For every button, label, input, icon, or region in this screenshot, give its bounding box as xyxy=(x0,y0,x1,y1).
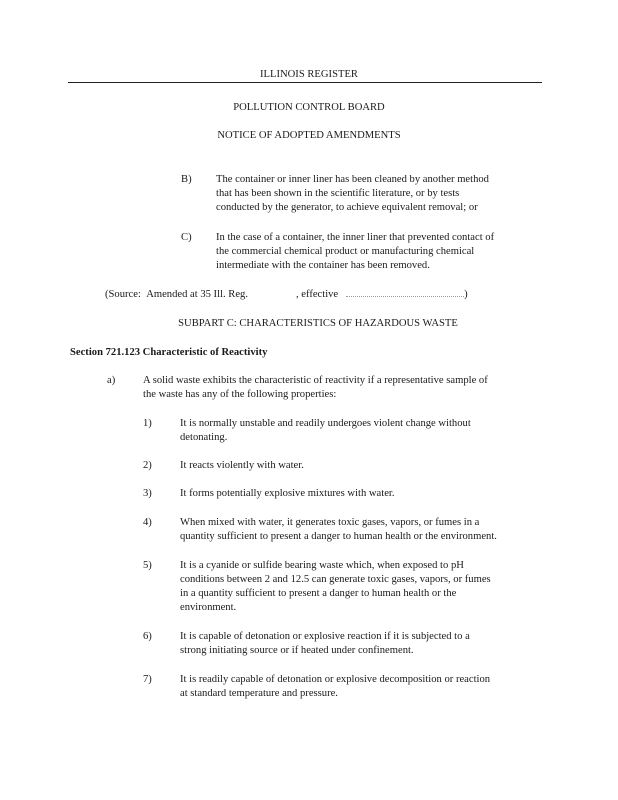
property-number: 3) xyxy=(143,488,152,499)
property-line: at standard temperature and pressure. xyxy=(180,688,338,699)
source-text: Amended at 35 Ill. Reg. xyxy=(146,289,248,300)
property-number: 2) xyxy=(143,460,152,471)
property-line: in a quantity sufficient to present a danger to human health or the xyxy=(180,588,457,599)
property-line: environment. xyxy=(180,602,237,613)
header-divider xyxy=(68,82,542,83)
notice-title: NOTICE OF ADOPTED AMENDMENTS xyxy=(217,130,401,141)
board-name: POLLUTION CONTROL BOARD xyxy=(233,102,385,113)
register-title: ILLINOIS REGISTER xyxy=(260,69,358,80)
property-line: It is normally unstable and readily undergoes violent change without xyxy=(180,418,471,429)
property-line: quantity sufficient to present a danger to human health or the environment. xyxy=(180,531,497,542)
property-line: It reacts violently with water. xyxy=(180,460,304,471)
sub-item-line: the commercial chemical product or manufacturing chemical xyxy=(216,246,475,257)
source-prefix: (Source: xyxy=(105,289,141,300)
sub-item-line: intermediate with the container has been removed. xyxy=(216,260,430,271)
item-a-line: A solid waste exhibits the characteristic of reactivity if a representative sample of xyxy=(143,375,488,386)
property-line: It is capable of detonation or explosive reaction if it is subjected to a xyxy=(180,631,470,642)
source-line xyxy=(105,288,468,302)
property-line: It is readily capable of detonation or explosive decomposition or reaction xyxy=(180,674,491,685)
source-effective: , effective xyxy=(295,289,339,300)
property-number: 5) xyxy=(143,560,152,571)
effective-date-blank xyxy=(346,288,464,297)
sub-item-line: The container or inner liner has been cleaned by another method xyxy=(216,174,489,185)
property-line: It is a cyanide or sulfide bearing waste which, when exposed to pH xyxy=(180,560,464,571)
sub-item-label: C) xyxy=(181,232,192,243)
item-a-label: a) xyxy=(107,375,116,386)
section-title: Section 721.123 Characteristic of Reactivity xyxy=(70,347,268,358)
property-number: 4) xyxy=(143,517,152,528)
property-number: 7) xyxy=(143,674,152,685)
subpart-title: SUBPART C: CHARACTERISTICS OF HAZARDOUS WASTE xyxy=(178,318,458,329)
property-number: 1) xyxy=(143,418,152,429)
sub-item-line: conducted by the generator, to achieve equivalent removal; or xyxy=(216,202,478,213)
sub-item-line: that has been shown in the scientific literature, or by tests xyxy=(216,188,460,199)
sub-item-line: In the case of a container, the inner liner that prevented contact of xyxy=(216,232,495,243)
property-line: strong initiating source or if heated under confinement. xyxy=(180,645,414,656)
property-number: 6) xyxy=(143,631,152,642)
sub-item-label: B) xyxy=(181,174,192,185)
property-line: conditions between 2 and 12.5 can generate toxic gases, vapors, or fumes xyxy=(180,574,491,585)
property-line: detonating. xyxy=(180,432,228,443)
property-line: When mixed with water, it generates toxic gases, vapors, or fumes in a xyxy=(180,517,480,528)
source-close: ) xyxy=(464,289,468,300)
property-line: It forms potentially explosive mixtures with water. xyxy=(180,488,395,499)
item-a-line: the waste has any of the following properties: xyxy=(143,389,337,400)
